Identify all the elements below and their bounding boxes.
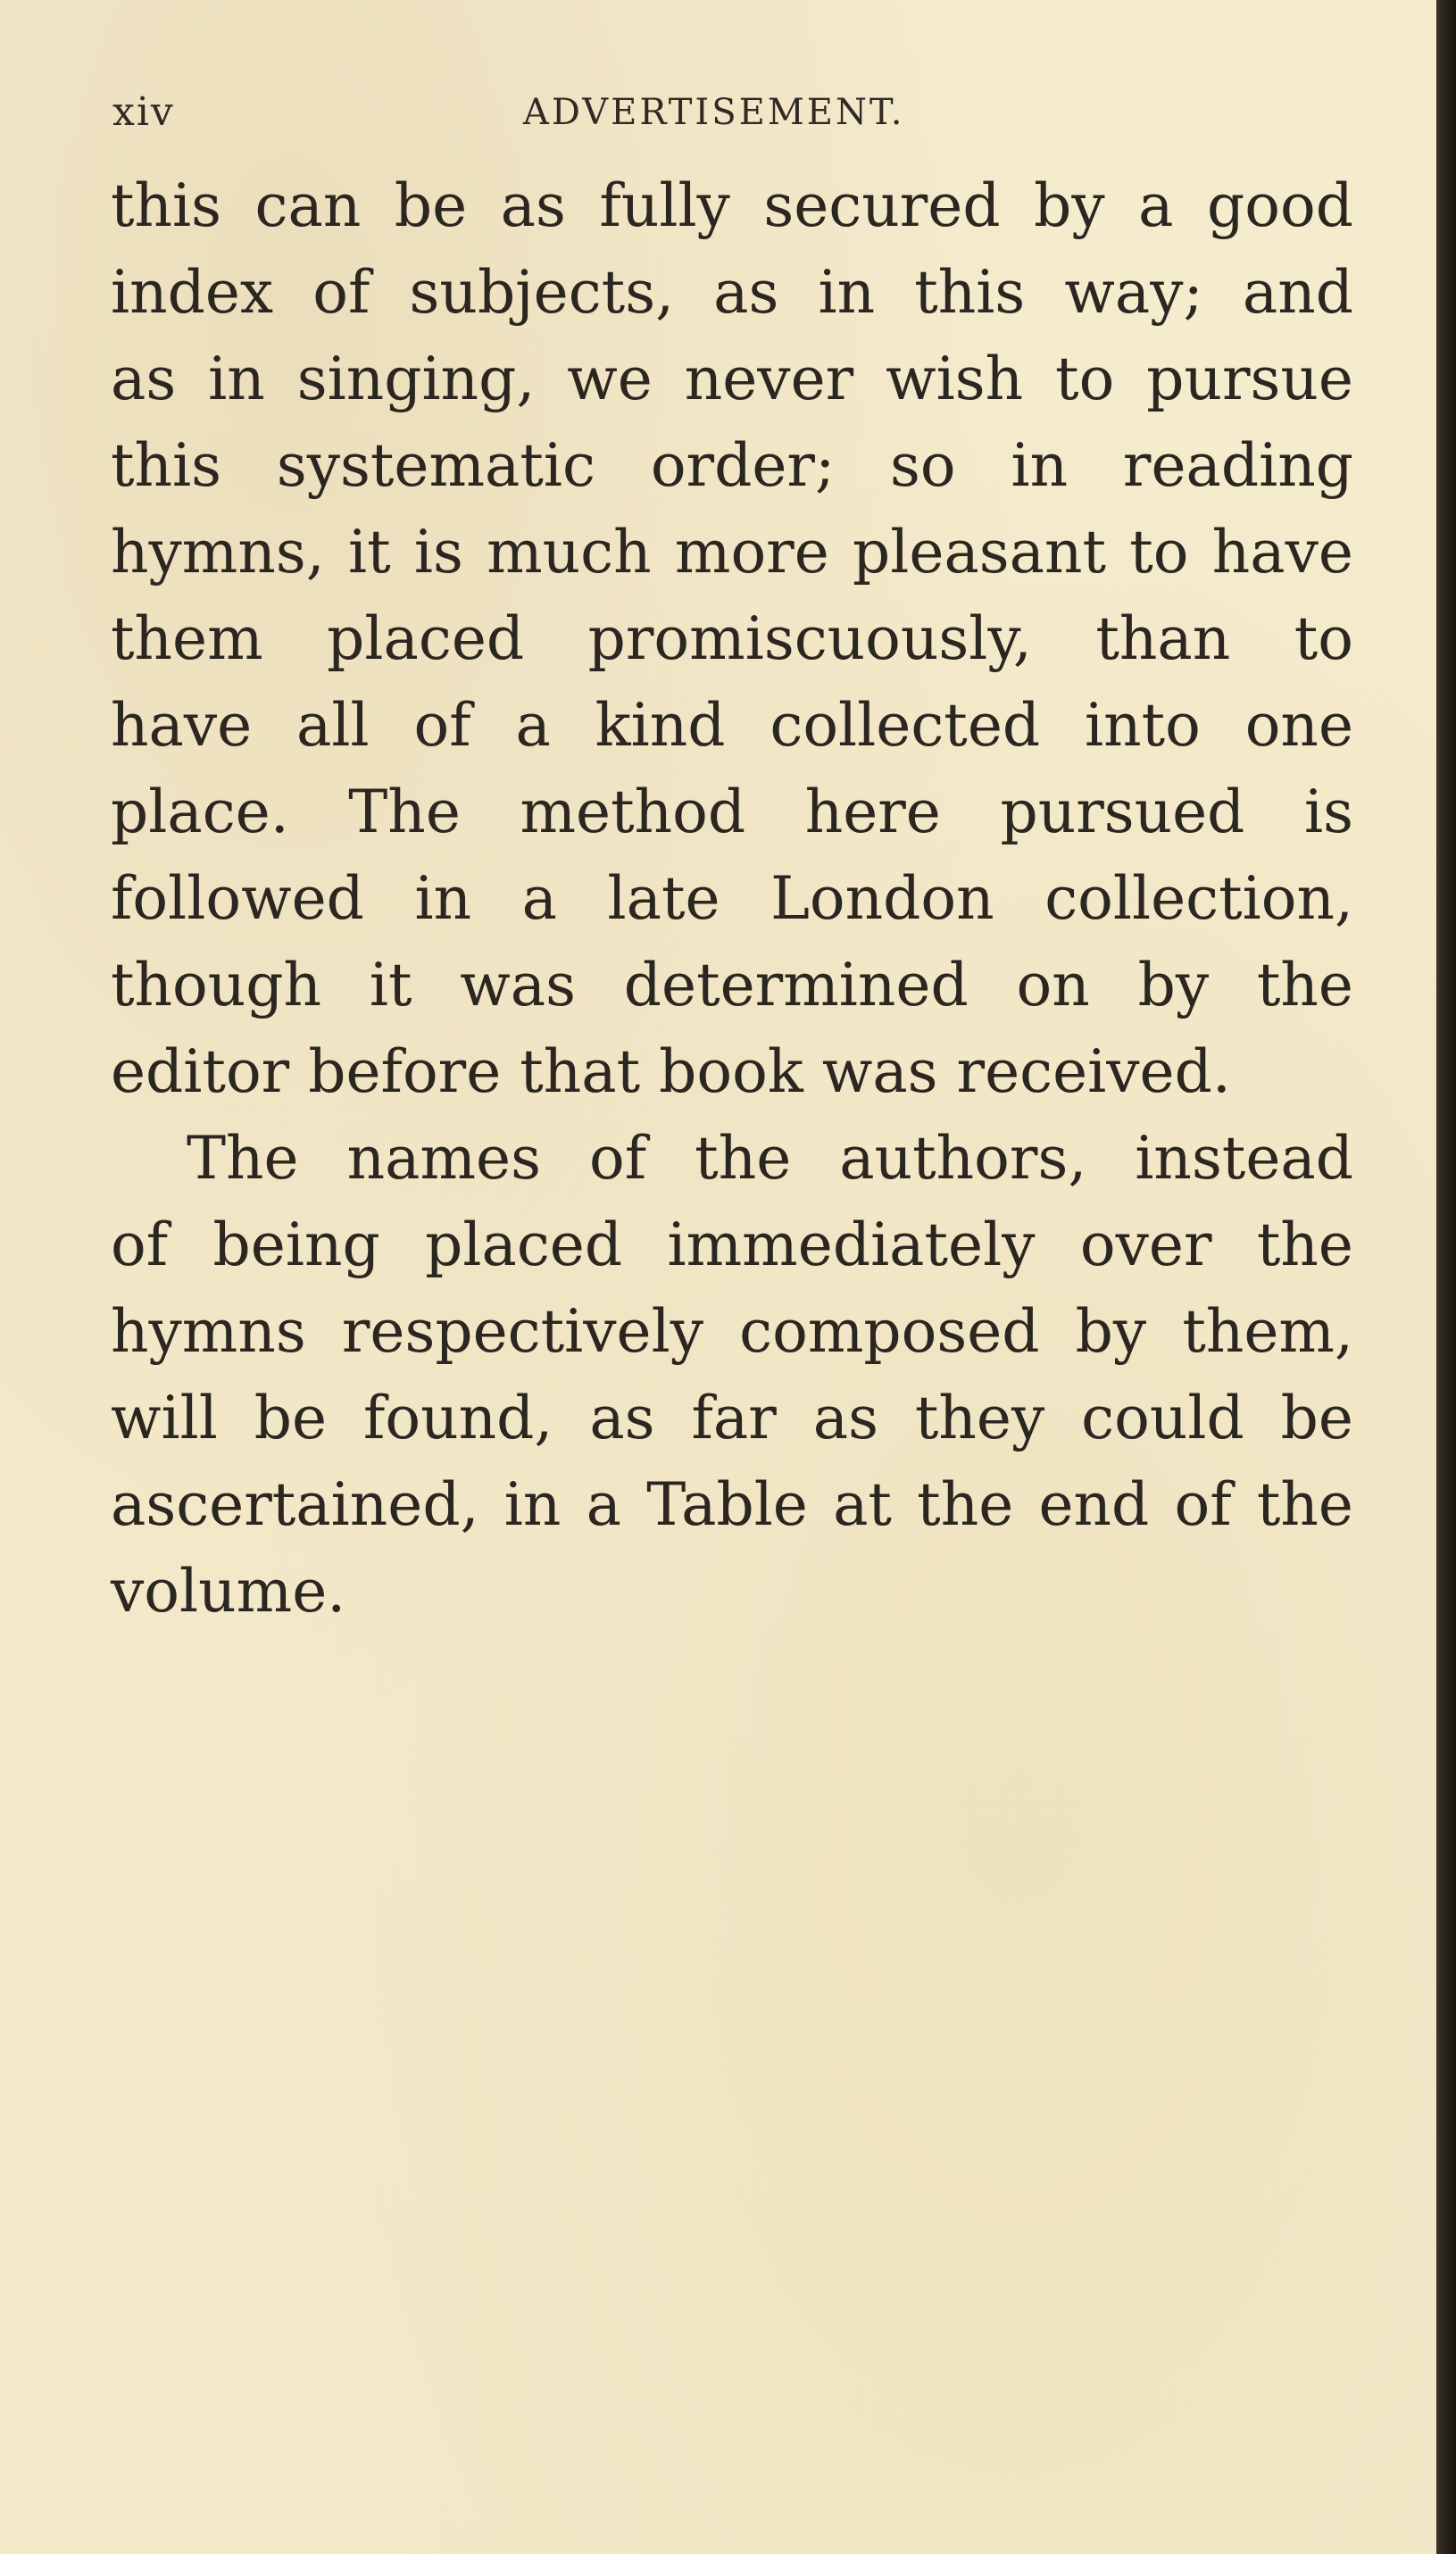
text-line: The names of the authors, instead (187, 1124, 1353, 1193)
page-number: xiv (112, 89, 175, 135)
body-text (111, 162, 1353, 1635)
text-line: though it was determined on by the (111, 951, 1353, 1019)
paragraph-1 (111, 162, 1353, 1115)
text-line: index of subjects, as in this way; and (111, 258, 1353, 327)
text-line: hymns respectively composed by them, (111, 1297, 1353, 1366)
text-line: this can be as fully secured by a good (111, 171, 1353, 240)
text-line: volume. (111, 1557, 346, 1626)
running-head: ADVERTISEMENT. (523, 92, 905, 133)
page-header (112, 91, 1353, 134)
book-edge-shadow (1436, 0, 1456, 2554)
text-line: will be found, as far as they could be (111, 1384, 1353, 1452)
text-line: editor before that book was received. (111, 1037, 1231, 1106)
text-line: ascertained, in a Table at the end of the (111, 1470, 1353, 1539)
text-line: followed in a late London collection, (111, 864, 1353, 933)
text-line: this systematic order; so in reading (111, 431, 1353, 500)
text-line: place. The method here pursued is (111, 778, 1353, 846)
text-line: them placed promiscuously, than to (111, 604, 1353, 673)
paragraph-2 (111, 1115, 1353, 1635)
text-line: have all of a kind collected into one (111, 691, 1353, 760)
text-line: of being placed immediately over the (111, 1210, 1353, 1279)
text-line: as in singing, we never wish to pursue (111, 345, 1353, 413)
text-line: hymns, it is much more pleasant to have (111, 518, 1353, 587)
